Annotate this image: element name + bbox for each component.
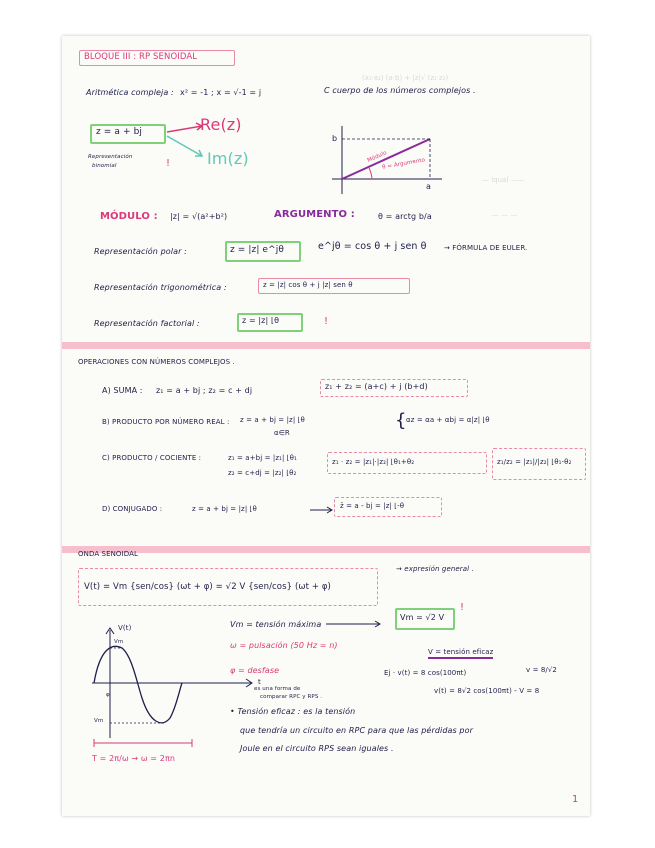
ej-1: Ej · v(t) = 8 cos(100πt) — [384, 669, 467, 677]
conj-result: z̄ = a - bj = |z| ⌊-θ — [340, 502, 405, 510]
exclamation-mark: ! — [166, 158, 171, 169]
v-ef-label: V = tensión eficaz — [428, 648, 493, 659]
prod-coc-z2: z₂ = c+dj = |z₂| ⌊θ₂ — [228, 469, 297, 477]
fact-eq: z = |z| ⌊θ — [242, 316, 280, 325]
period-eq: T = 2π/ω → ω = 2πn — [92, 754, 176, 763]
wave-formula: V(t) = Vm {sen/cos} (ωt + φ) = √2 V {sen/cos} (ωt + φ) — [84, 582, 331, 592]
suma-eq: z₁ = a + bj ; z₂ = c + dj — [156, 386, 253, 395]
prod-real-cond: α∈R — [274, 429, 290, 437]
graph-b-label: b — [332, 134, 338, 143]
arith-eq: x² = -1 ; x = √-1 = j — [180, 88, 262, 97]
im-label: Im(z) — [207, 149, 249, 168]
polar-label: Representación polar : — [94, 247, 187, 256]
compare-note-2: comparar RPC y RPS . — [260, 694, 323, 700]
euler-note: → FÓRMULA DE EULER. — [444, 244, 528, 252]
axis-v-label: V(t) — [118, 624, 132, 632]
ej-3: v(t) = 8√2 cos(100πt) - V = 8 — [434, 687, 540, 695]
prod-coc-label: C) PRODUCTO / COCIENTE : — [102, 454, 202, 462]
polar-eq: z = |z| e^jθ — [230, 245, 284, 255]
vm-top-label: Vm — [114, 639, 124, 645]
phi-mark: φ — [106, 692, 110, 698]
suma-result: z₁ + z₂ = (a+c) + j (b+d) — [325, 382, 428, 391]
argumento-label: ARGUMENTO : — [274, 209, 355, 220]
conj-label: D) CONJUGADO : — [102, 505, 163, 513]
conj-eq: z = a + bj = |z| ⌊θ — [192, 505, 257, 513]
w-def: ω = pulsación (50 Hz = n) — [230, 641, 338, 650]
trig-eq: z = |z| cos θ + j |z| sen θ — [263, 281, 353, 289]
notebook-page: (x₁·x₂) (a·b) + |z|√ (z₁·z₂) — lqual —— — — — BLOQUE III : RP SENOIDAL Aritmética compleja : x² = -1 ; x = √-1 = j C cuerpo de los números complejos . z = a + bj Re(z) Im(z) Representación binomial ! b a Módulo θ = Argumento MÓDULO : |z| = √(a²+b²) ARGUMENTO : θ = arctg b/a Representación polar : z = |z| e^jθ e^jθ = cos θ + j sen θ → FÓRMULA DE EULER. Representación trigonométrica : z = |z| cos θ + j |z| sen θ Representación factorial : z = |z| ⌊θ ! OPERACIONES CON NÚMEROS COMPLEJOS . A) SUMA : z₁ = a + bj ; z₂ = c + dj z₁ + z₂ = (a+c) + j (b+d) B) PRODUCTO POR NÚMERO REAL : z = a + bj = |z| ⌊θ α∈R { αz = αa + αbj = α|z| ⌊θ C) PRODUCTO / COCIENTE : z₁ = a+bj = |z₁| ⌊θ₁ z₂ = c+dj = |z₂| ⌊θ₂ z₁ · z₂ = |z₁|·|z₂| ⌊θ₁+θ₂ z₁/z₂ = |z₁|/|z₂| ⌊θ₁-θ₂ D) CONJUGADO : z = a + bj = |z| ⌊θ z̄ = a - bj = |z| ⌊-θ ONDA SENOIDAL V(t) = Vm {sen/cos} (ωt + φ) = √2 V {sen/cos} (ωt + φ) → expresión general . V(t) t Vm Vm φ T = 2π/ω → ω = 2πn Vm = tensión máxima Vm = √2 V ! ω = pulsación (50 Hz = n) φ = desfase es una forma de comparar RPC y RPS . V = tensión eficaz Ej · v(t) = 8 cos(100πt) v = 8/√2 v(t) = 8√2 cos(100πt) - V = 8 • Tensión eficaz : es la tensión que tendría un circuito en RPC para que las pérdidas por Joule en el circuito RPS sean iguales . 1 — [62, 36, 590, 816]
arith-label: Aritmética compleja : — [86, 88, 174, 97]
tension-def-3: Joule en el circuito RPS sean iguales . — [240, 744, 394, 753]
prod-coc-z1: z₁ = a+bj = |z₁| ⌊θ₁ — [228, 454, 297, 462]
coc-result: z₁/z₂ = |z₁|/|z₂| ⌊θ₁-θ₂ — [497, 458, 572, 466]
suma-label: A) SUMA : — [102, 386, 143, 395]
prod-real-eq: z = a + bj = |z| ⌊θ — [240, 416, 305, 424]
wave-formula-note: → expresión general . — [396, 565, 474, 573]
brace: { — [395, 410, 407, 431]
page-number: 1 — [572, 794, 579, 805]
arrow-right-icon-2 — [326, 620, 386, 628]
re-label: Re(z) — [200, 115, 242, 134]
prod-real-label: B) PRODUCTO POR NÚMERO REAL : — [102, 418, 230, 426]
prod-real-result: αz = αa + αbj = α|z| ⌊θ — [406, 416, 490, 424]
trig-label: Representación trigonométrica : — [94, 283, 227, 292]
exclamation-mark-3: ! — [460, 602, 465, 613]
binomial-label-2: binomial — [92, 163, 117, 169]
wave-heading: ONDA SENOIDAL — [78, 550, 138, 558]
graph-a-label: a — [426, 182, 432, 191]
compare-note-1: es una forma de — [254, 686, 301, 692]
euler-eq: e^jθ = cos θ + j sen θ — [318, 241, 427, 252]
arith-note: C cuerpo de los números complejos . — [324, 86, 476, 95]
ej-2: v = 8/√2 — [526, 666, 557, 674]
wave-band — [62, 546, 590, 553]
argumento-eq: θ = arctg b/a — [378, 212, 432, 221]
operations-heading: OPERACIONES CON NÚMEROS COMPLEJOS . — [78, 358, 235, 366]
page-title: BLOQUE III : RP SENOIDAL — [84, 52, 198, 62]
prod-result: z₁ · z₂ = |z₁|·|z₂| ⌊θ₁+θ₂ — [332, 458, 415, 466]
modulo-label: MÓDULO : — [100, 211, 158, 222]
tension-def-2: que tendría un circuito en RPC para que las pérdidas por — [240, 726, 473, 735]
exclamation-mark-2: ! — [324, 316, 329, 327]
arrow-right-icon — [310, 506, 336, 514]
vm-bottom-label: Vm — [94, 718, 104, 724]
tension-def-1: • Tensión eficaz : es la tensión — [230, 707, 356, 716]
graph-modulo-label: Módulo — [366, 150, 388, 164]
phi-def: φ = desfase — [230, 666, 280, 675]
z-form: z = a + bj — [96, 127, 142, 137]
operations-band — [62, 342, 590, 349]
axis-t-label: t — [258, 678, 261, 686]
binomial-label-1: Representación — [88, 154, 133, 160]
fact-label: Representación factorial : — [94, 319, 200, 328]
vm-def: Vm = tensión máxima — [230, 620, 322, 629]
modulo-eq: |z| = √(a²+b²) — [170, 212, 228, 221]
graph-arg-label: θ = Argumento — [381, 157, 426, 171]
vm-box-eq: Vm = √2 V — [400, 613, 445, 622]
